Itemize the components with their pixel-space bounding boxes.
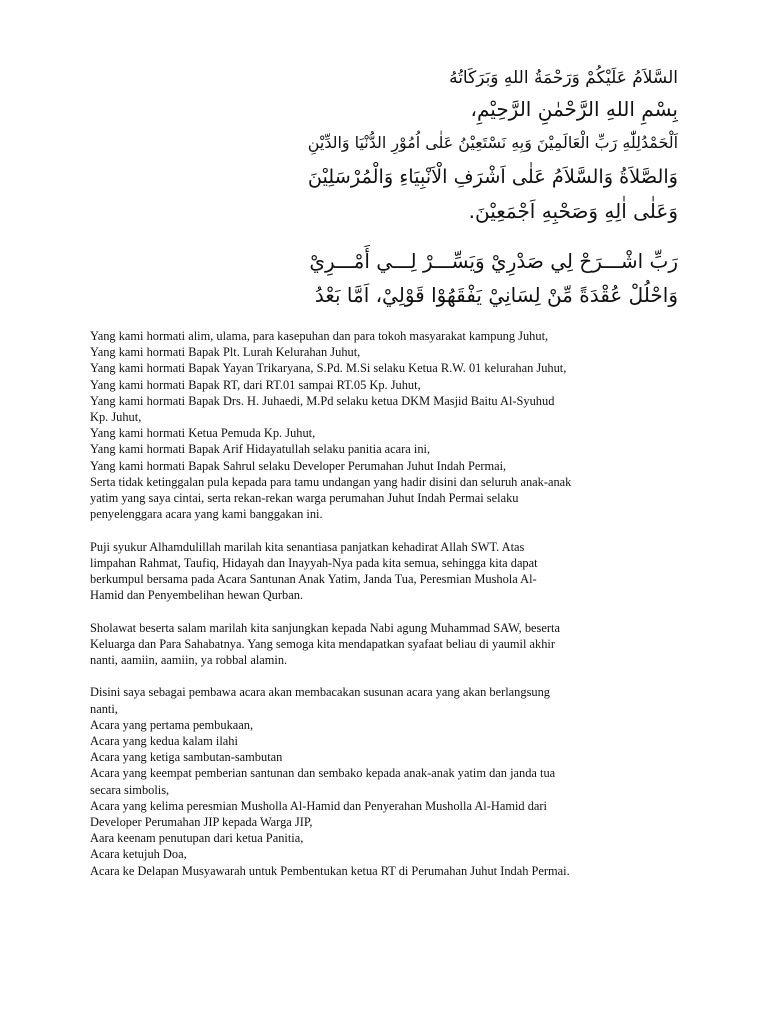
greeting-line: Yang kami hormati Bapak Yayan Trikaryana, S.Pd. M.Si selaku Ketua R.W. 01 kelurahan Juhut, — [90, 361, 567, 376]
paragraph-line: Puji syukur Alhamdulillah marilah kita senantiasa panjatkan kehadirat Allah SWT. Atas — [90, 539, 525, 554]
praise-paragraph — [90, 539, 678, 604]
agenda-line: Acara ketujuh Doa, — [90, 847, 187, 862]
agenda-line: nanti, — [90, 701, 118, 716]
greeting-line: Yang kami hormati Ketua Pemuda Kp. Juhut, — [90, 426, 316, 441]
agenda-line: Acara yang pertama pembukaan, — [90, 717, 254, 732]
arabic-shalawat: وَالصَّلاَةُ وَالسَّلاَمُ عَلٰى اَشْرَفِ الْاَنْبِيَاءِ وَالْمُرْسَلِيْنَ — [307, 165, 678, 188]
speech-body — [90, 328, 678, 879]
agenda-line: Disini saya sebagai pembawa acara akan membacakan susunan acara yang akan berlangsung — [90, 685, 550, 700]
sholawat-paragraph — [90, 620, 678, 669]
greeting-line: Yang kami hormati Bapak Drs. H. Juhaedi, M.Pd selaku ketua DKM Masjid Baitu Al-Syuhud — [90, 393, 555, 408]
agenda-line: Developer Perumahan JIP kepada Warga JIP, — [90, 815, 313, 830]
paragraph-line: Keluarga dan Para Sahabatnya. Yang semoga kita mendapatkan syafaat beliau di yaumil akhir — [90, 636, 555, 651]
greeting-line: Yang kami hormati alim, ulama, para kasepuhan dan para tokoh masyarakat kampung Juhut, — [90, 329, 549, 343]
paragraph-line: penyelenggara acara yang kami banggakan ini. — [90, 507, 323, 522]
agenda-line: Acara yang ketiga sambutan-sambutan — [90, 750, 283, 765]
greeting-line: Yang kami hormati Bapak Plt. Lurah Kelurahan Juhut, — [90, 345, 361, 360]
greeting-line: Yang kami hormati Bapak Arif Hidayatullah selaku panitia acara ini, — [90, 442, 431, 457]
paragraph-gap — [90, 668, 678, 684]
arabic-rabbi-line-2: وَاحْلُلْ عُقْدَةً مِّنْ لِسَانِيْ يَفْقَهُوْا قَوْلِيْ، اَمَّا بَعْدُ — [314, 283, 678, 307]
greeting-line: Yang kami hormati Bapak Sahrul selaku Developer Perumahan Juhut Indah Permai, — [90, 458, 507, 473]
agenda-line: Acara yang kelima peresmian Musholla Al-Hamid dan Penyerahan Musholla Al-Hamid dari — [90, 798, 547, 813]
greeting-line: Kp. Juhut, — [90, 410, 142, 425]
paragraph-line: limpahan Rahmat, Taufiq, Hidayah dan Inayyah-Nya pada kita semua, sehingga kita dapat — [90, 555, 538, 570]
paragraph-gap — [90, 522, 678, 538]
paragraph-line: Hamid dan Penyembelihan hewan Qurban. — [90, 588, 303, 603]
paragraph-line: nanti, aamiin, aamiin, ya robbal alamin. — [90, 653, 288, 668]
paragraph-line: Sholawat beserta salam marilah kita sanjungkan kepada Nabi agung Muhammad SAW, beserta — [90, 620, 560, 635]
agenda-line: Acara yang kedua kalam ilahi — [90, 734, 238, 749]
arabic-rabbi-line-1: رَبِّ اشْـــرَحْ لِي صَدْرِيْ وَيَسِّـــرْ لِـــي أَمْـــرِيْ — [309, 249, 678, 273]
greeting-line: Yang kami hormati Bapak RT, dari RT.01 sampai RT.05 Kp. Juhut, — [90, 377, 421, 392]
paragraph-line: yatim yang saya cintai, serta rekan-rekan warga perumahan Juhut Indah Permai selaku — [90, 491, 519, 506]
greetings-list — [90, 328, 678, 474]
arabic-spacer — [300, 228, 678, 244]
arabic-hamdalah: اَلْحَمْدُلِلّٰهِ رَبِّ الْعَالَمِيْنَ وَبِهِ نَسْتَعِيْنُ عَلٰى اُمُوْرِ الدُّنْيَا وَالدِّيْنِ — [307, 133, 678, 152]
thanks-paragraph — [90, 474, 678, 523]
paragraph-line: berkumpul bersama pada Acara Santunan Anak Yatim, Janda Tua, Peresmian Mushola Al- — [90, 572, 537, 587]
agenda-line: Aara keenam penutupan dari ketua Panitia, — [90, 831, 304, 846]
arabic-opening — [300, 64, 678, 312]
arabic-basmalah: بِسْمِ اللهِ الرَّحْمٰنِ الرَّحِيْمِ، — [470, 97, 678, 121]
paragraph-line: Serta tidak ketinggalan pula kepada para tamu undangan yang hadir disini dan seluruh anak-anak — [90, 474, 572, 489]
agenda-line: Acara ke Delapan Musyawarah untuk Pembentukan ketua RT di Perumahan Juhut Indah Permai. — [90, 863, 570, 878]
agenda-list — [90, 684, 678, 878]
agenda-line: Acara yang keempat pemberian santunan dan sembako kepada anak-anak yatim dan janda tua — [90, 766, 556, 781]
arabic-ala-alihi: وَعَلٰى اٰلِهِ وَصَحْبِهِ اَجْمَعِيْنَ. — [468, 199, 678, 223]
arabic-salam: السَّلاَمُ عَلَيْكُمْ وَرَحْمَةُ اللهِ وَبَرَكَاتُهُ — [449, 68, 678, 88]
paragraph-gap — [90, 603, 678, 619]
agenda-line: secara simbolis, — [90, 782, 170, 797]
